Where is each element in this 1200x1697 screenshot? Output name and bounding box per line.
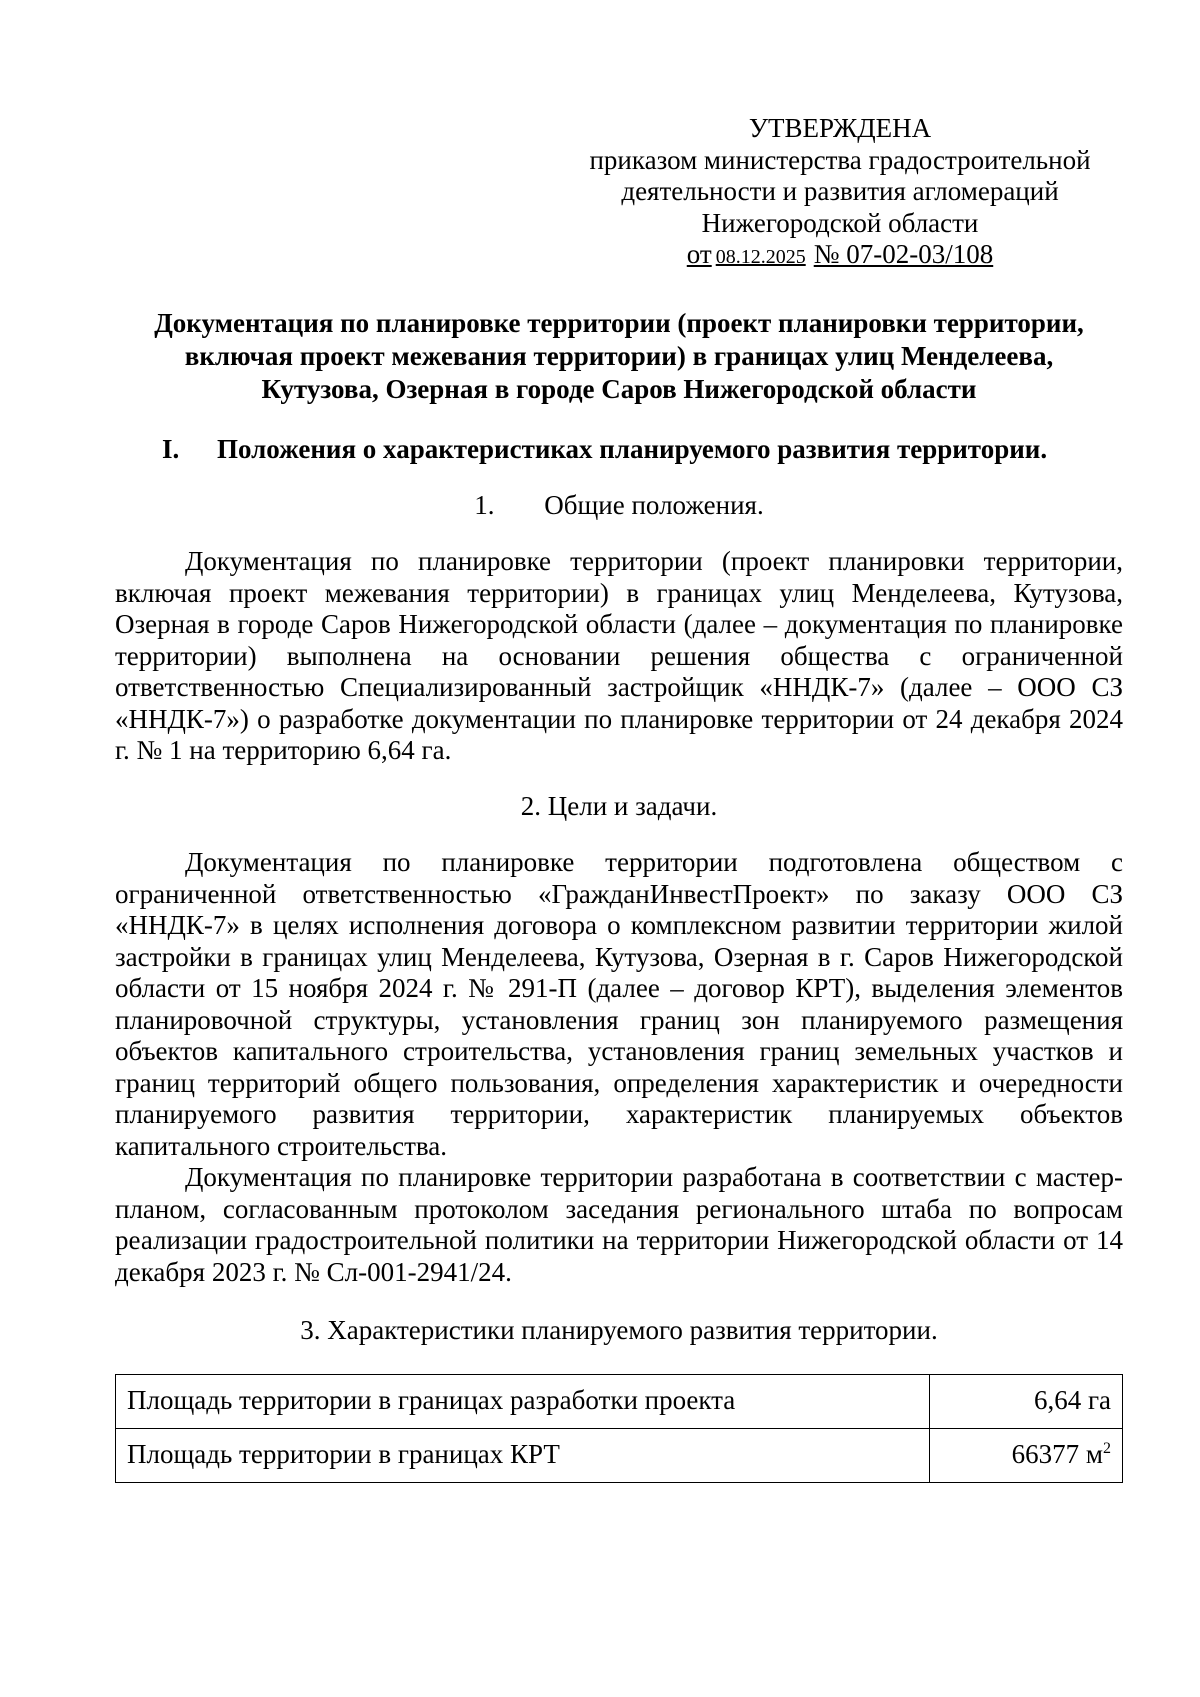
subheading-characteristics: 3. Характеристики планируемого развития территории. bbox=[300, 1315, 938, 1345]
table-cell-value-text: 66377 м bbox=[1011, 1439, 1103, 1470]
approval-date: 08.12.2025 bbox=[715, 246, 806, 268]
table-cell-label: Площадь территории в границах разработки проекта bbox=[116, 1374, 930, 1428]
subheading-general bbox=[115, 490, 1123, 522]
paragraph-goals: Документация по планировке территории подготовлена обществом с ограниченной ответственностью «ГражданИнвестПроект» по заказу ООО СЗ «ННДК-7» в целях исполнения договора о комплексном развитии территории жилой застройки в границах улиц Менделеева, Кутузова, Озерная в г. Саров Нижегородской области от 15 ноября 2024 г. № 291-П (далее – договор КРТ), выделения элементов планировочной структуры, установления границ зон планируемого размещения объектов капитального строительства, установления границ земельных участков и границ территорий общего пользования, определения характеристик и очередности планируемого развития территории, характеристик планируемых объектов капитального строительства. bbox=[115, 847, 1123, 1161]
title-line-1: Документация по планировке территории (проект планировки территории, bbox=[154, 308, 1084, 338]
document-title bbox=[115, 307, 1123, 406]
approval-heading: УТВЕРЖДЕНА bbox=[748, 113, 932, 143]
section-title: Положения о характеристиках планируемого развития территории. bbox=[217, 434, 1048, 464]
section-heading bbox=[115, 434, 1123, 466]
title-line-2: включая проект межевания территории) в границах улиц Менделеева, bbox=[184, 341, 1054, 371]
approval-line-1: приказом министерства градостроительной bbox=[589, 144, 1091, 175]
subheading-general-number: 1. bbox=[474, 489, 495, 520]
approval-number: № 07-02-03/108 bbox=[813, 239, 994, 269]
paragraph-general: Документация по планировке территории (проект планировки территории, включая проект межевания территории) в границах улиц Менделеева, Кутузова, Озерная в городе Саров Нижегородской области (далее – документация по планировке территории) выполнена на основании решения общества с ограниченной ответственностью Специализированный застройщик «ННДК-7» (далее – ООО СЗ «ННДК-7») о разработке документации по планировке территории от 24 декабря 2024 г. № 1 на территорию 6,64 га. bbox=[115, 546, 1123, 765]
document-body bbox=[115, 307, 1123, 1483]
table-cell-value bbox=[930, 1428, 1123, 1482]
superscript-two: 2 bbox=[1103, 1440, 1111, 1458]
approval-block bbox=[560, 113, 1120, 274]
approval-reference bbox=[560, 239, 1120, 274]
approval-line-2: деятельности и развития агломераций bbox=[621, 176, 1059, 206]
table-row bbox=[116, 1374, 1123, 1428]
characteristics-table bbox=[115, 1374, 1123, 1483]
approval-line-3: Нижегородской области bbox=[701, 207, 979, 238]
paragraph-masterplan: Документация по планировке территории разработана в соответствии с мастер-планом, согласованным протоколом заседания регионального штаба по вопросам реализации градостроительной политики на территории Нижегородской области от 14 декабря 2023 г. № Сл-001-2941/24. bbox=[115, 1162, 1123, 1287]
section-number: I. bbox=[162, 434, 180, 464]
subheading-general-text: Общие положения. bbox=[544, 489, 764, 520]
table-cell-value: 6,64 га bbox=[930, 1374, 1123, 1428]
table-cell-label: Площадь территории в границах КРТ bbox=[116, 1428, 930, 1482]
table-row bbox=[116, 1428, 1123, 1482]
approval-date-prefix: от bbox=[686, 239, 712, 269]
subheading-goals: 2. Цели и задачи. bbox=[520, 790, 718, 821]
title-line-3: Кутузова, Озерная в городе Саров Нижегородской области bbox=[261, 374, 977, 404]
